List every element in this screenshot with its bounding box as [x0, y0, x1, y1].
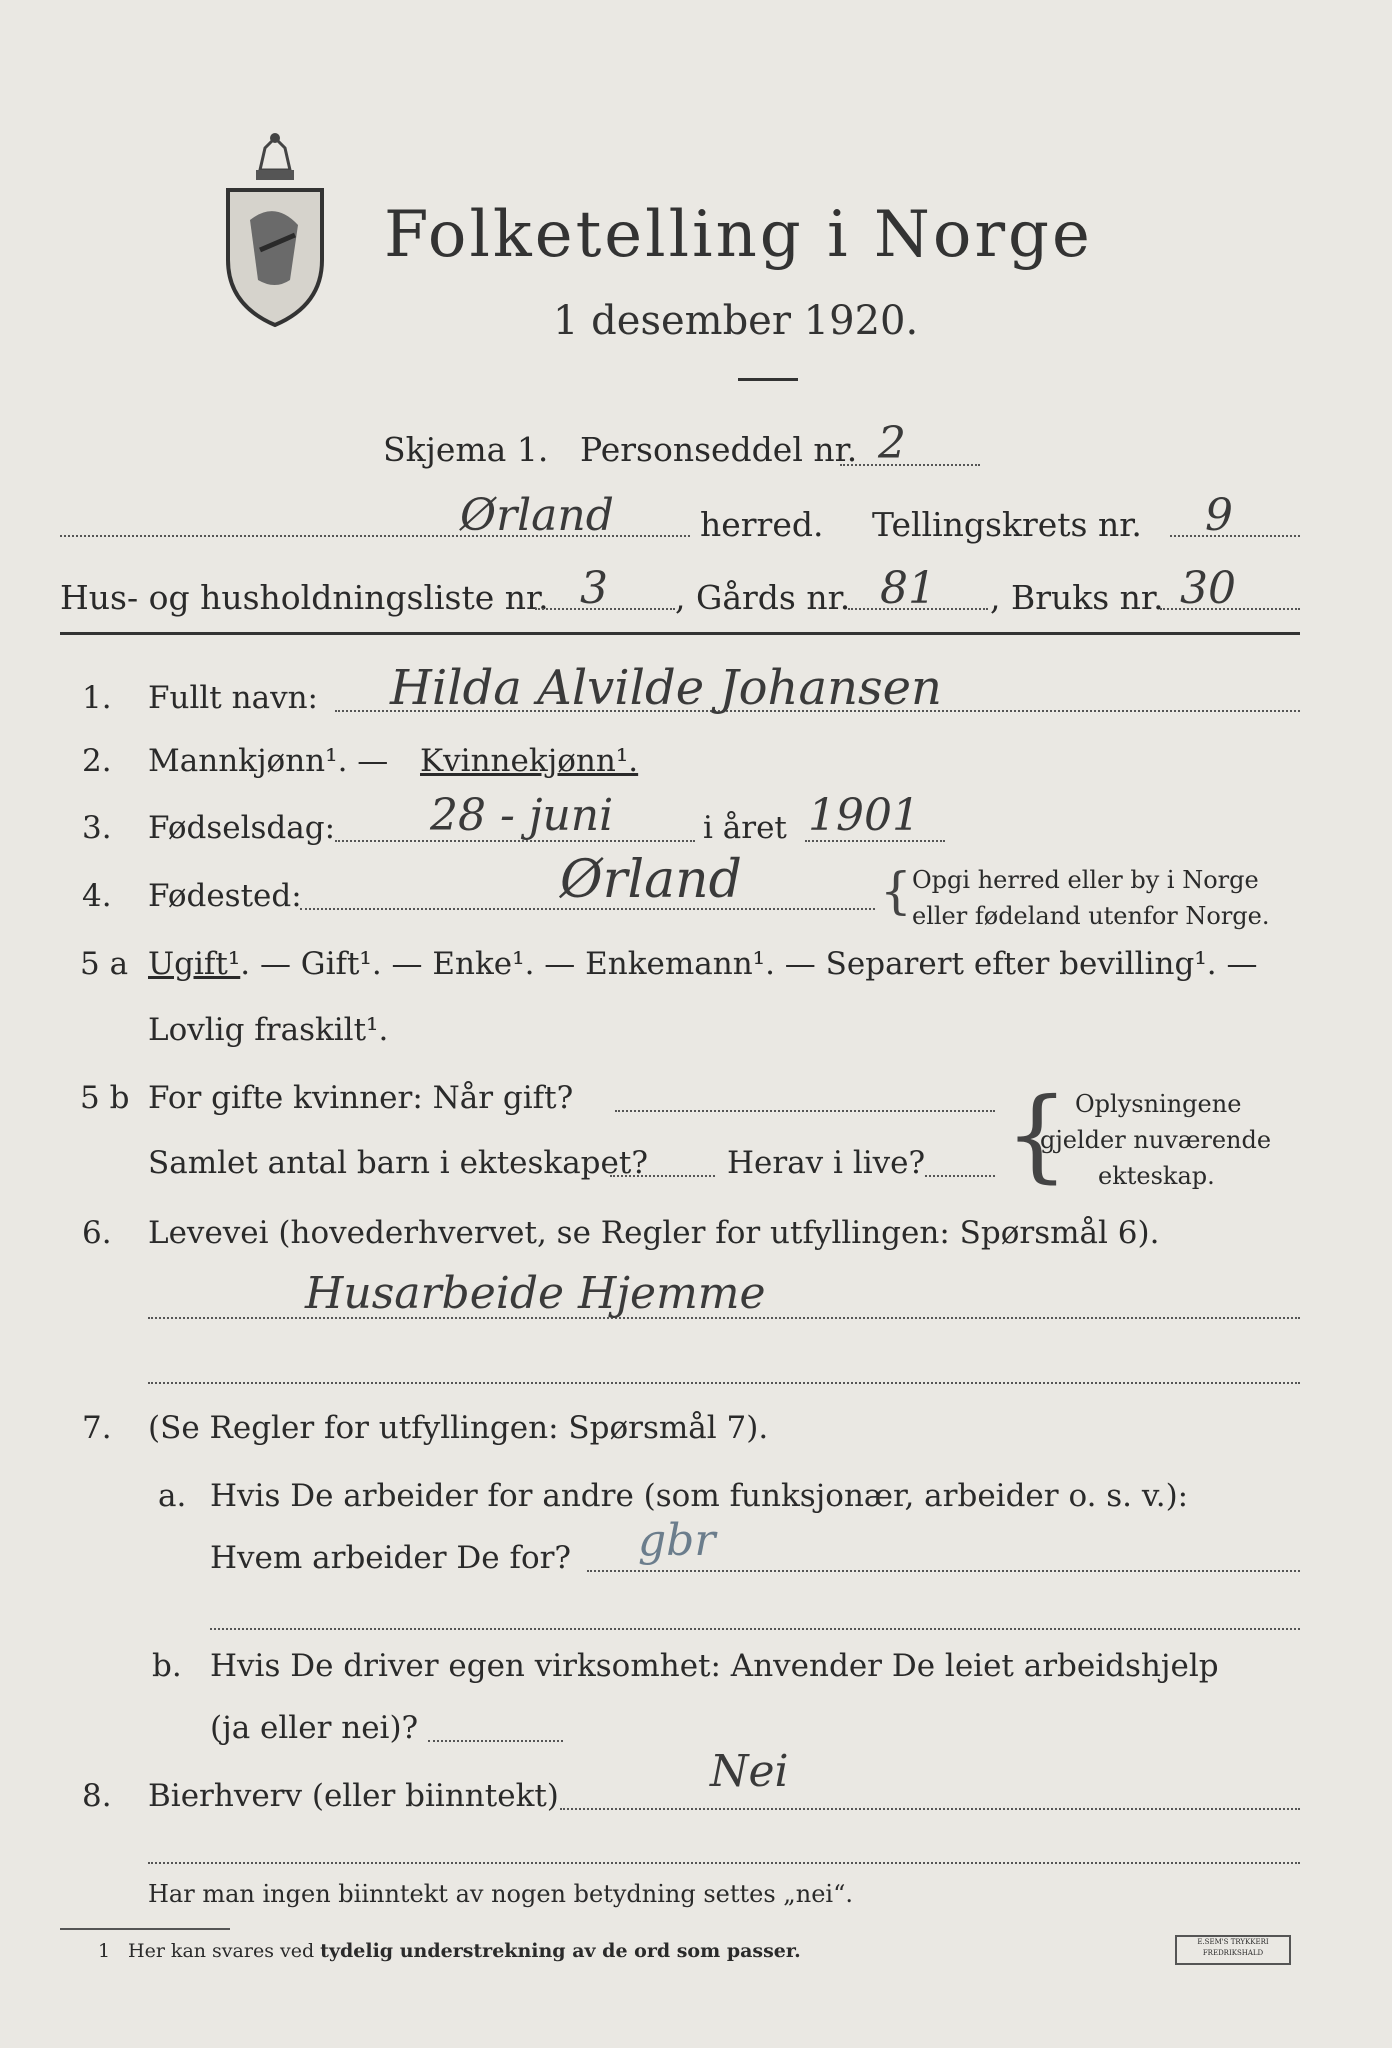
q3-year-label: i året: [703, 810, 787, 846]
q5b-label-3: Herav i live?: [727, 1145, 926, 1181]
q7b-label-2: (ja eller nei)?: [210, 1710, 419, 1746]
page-title: Folketelling i Norge: [384, 198, 1093, 272]
q5b-label-1: For gifte kvinner: Når gift?: [148, 1080, 574, 1116]
q7a-line: [587, 1570, 1300, 1572]
q5a-options: [148, 946, 1257, 982]
q2-label-male: Mannkjønn¹. —: [148, 743, 389, 779]
q5b-note-2: gjelder nuværende: [1040, 1126, 1272, 1154]
q8-number: 8.: [82, 1778, 112, 1814]
personseddel-value: 2: [878, 418, 906, 469]
q5a-ugift: Ugift¹: [148, 946, 241, 982]
q6-label: Levevei (hovederhvervet, se Regler for utfyllingen: Spørsmål 6).: [148, 1215, 1160, 1251]
q7-number: 7.: [82, 1410, 112, 1446]
bruks-label: , Bruks nr.: [990, 578, 1164, 617]
footnote-text-plain: Her kan svares ved: [128, 1940, 315, 1962]
herred-label: herred.: [700, 505, 824, 544]
q5b-line-3: [925, 1175, 995, 1177]
q4-note-2: eller fødeland utenfor Norge.: [912, 902, 1270, 930]
q5b-line-1: [615, 1110, 995, 1112]
q5a-number: 5 a: [80, 946, 129, 982]
q1-label: Fullt navn:: [148, 680, 318, 716]
q2-number: 2.: [82, 743, 112, 779]
q1-number: 1.: [82, 680, 112, 716]
q4-note-1: Opgi herred eller by i Norge: [912, 866, 1259, 894]
herred-value: Ørland: [460, 490, 614, 541]
q4-label: Fødested:: [148, 878, 302, 914]
q5b-label-2: Samlet antal barn i ekteskapet?: [148, 1145, 648, 1181]
coat-of-arms-icon: [220, 130, 330, 330]
tellingskrets-label: Tellingskrets nr.: [872, 505, 1142, 544]
tellingskrets-line: [1170, 535, 1300, 537]
q8-line: [560, 1808, 1300, 1810]
personseddel-label: Personseddel nr.: [580, 430, 858, 469]
q4-brace: {: [880, 862, 912, 920]
printer-stamp-line-1: E.SEM'S TRYKKERI: [1197, 1938, 1269, 1946]
q8-value: Nei: [710, 1746, 789, 1797]
q5b-line-2: [610, 1175, 715, 1177]
footnote-text-bold: tydelig understrekning av de ord som passer.: [320, 1940, 801, 1962]
q3-number: 3.: [82, 810, 112, 846]
q5b-number: 5 b: [80, 1080, 130, 1116]
q4-number: 4.: [82, 878, 112, 914]
q5a-rest: . — Gift¹. — Enke¹. — Enkemann¹. — Separert efter bevilling¹. —: [240, 946, 1258, 982]
q1-value: Hilda Alvilde Johansen: [390, 660, 942, 716]
census-date: 1 desember 1920.: [553, 298, 919, 344]
q5a-line2: Lovlig fraskilt¹.: [148, 1012, 389, 1048]
bruks-value: 30: [1180, 563, 1236, 614]
q7a-value: gbr: [638, 1515, 716, 1566]
q8-note: Har man ingen biinntekt av nogen betydning settes „nei“.: [148, 1880, 853, 1908]
q6-line-2: [148, 1382, 1300, 1384]
q5b-brace: {: [1005, 1076, 1069, 1193]
q3-value: 28 - juni: [430, 790, 614, 841]
q7a-line-2: [210, 1628, 1300, 1630]
footnote-text: [128, 1940, 801, 1962]
header-divider: [60, 632, 1300, 635]
q5b-note-3: ekteskap.: [1098, 1162, 1215, 1190]
q2-label-female: Kvinnekjønn¹.: [420, 743, 639, 779]
gards-value: 81: [880, 563, 936, 614]
q7b-line: [428, 1740, 563, 1742]
q7b-letter: b.: [152, 1648, 182, 1684]
footnote-mark: 1: [98, 1940, 111, 1962]
q7-label: (Se Regler for utfyllingen: Spørsmål 7).: [148, 1410, 769, 1446]
hus-value: 3: [580, 563, 608, 614]
skjema-label: Skjema 1.: [383, 430, 549, 469]
q6-value: Husarbeide Hjemme: [305, 1268, 766, 1319]
q8-line-2: [148, 1862, 1300, 1864]
printer-stamp: [1175, 1935, 1291, 1965]
q7b-label: Hvis De driver egen virksomhet: Anvender De leiet arbeidshjelp: [210, 1648, 1219, 1684]
q7a-label: Hvis De arbeider for andre (som funksjonær, arbeider o. s. v.):: [210, 1478, 1189, 1514]
q5b-note-1: Oplysningene: [1075, 1090, 1242, 1118]
q4-value: Ørland: [560, 850, 742, 910]
tellingskrets-value: 9: [1205, 490, 1233, 541]
personseddel-line: [840, 464, 980, 466]
q3-year-value: 1901: [808, 790, 920, 841]
q6-number: 6.: [82, 1215, 112, 1251]
title-divider: [738, 378, 798, 381]
q8-label: Bierhverv (eller biinntekt): [148, 1778, 559, 1814]
q7a-label-2: Hvem arbeider De for?: [210, 1540, 572, 1576]
q3-label: Fødselsdag:: [148, 810, 336, 846]
gards-label: , Gårds nr.: [675, 578, 851, 617]
hus-label: Hus- og husholdningsliste nr.: [60, 578, 549, 617]
printer-stamp-line-2: FREDRIKSHALD: [1202, 1949, 1264, 1957]
q7a-letter: a.: [158, 1478, 187, 1514]
footnote-divider: [60, 1928, 230, 1930]
